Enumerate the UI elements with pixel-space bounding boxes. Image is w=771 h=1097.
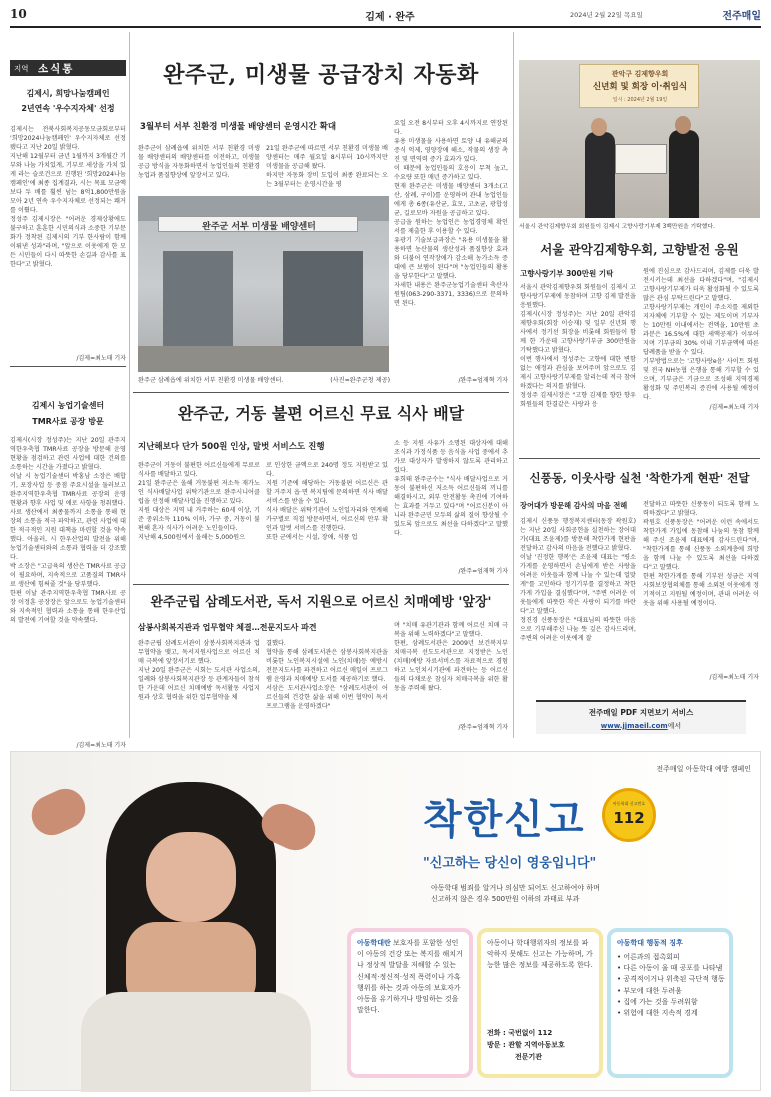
article1-subhead: 3월부터 서부 친환경 미생물 배양센터 운영시간 확대: [140, 122, 337, 132]
sidebar-news1-body: 김제시는 전북사회복지공동모금회로부터 '희망2024나눔캠페인' 우수지자체로 선정됐다고 지난 20일 밝혔다. 지난해 12월부터 금년 1월까지 3개월간 기부와 나눔 가치있게, 기부로 세상을 가치 있게 라는 슬로건으로 진행된 '희망2024나눔캠페인'에 최종 집계결과, 시는 목표 모금액보다 두 배를 훨씬 넘는 8억1,800만원을 모아 2년 연속 우수지자체로 선정되는 쾌거를 이뤘다. 정성주 김제시장은 "어려운 경제상황에도 불구하고 훈훈한 시민의식과 소중한 기부문화가 정착된 김제시의 기부 한사람이 함께 이뤄낸 성과"라며, "앞으로 이웃에게 한 모든 시민들이 다시 따뜻한 손길과 감사를 표한다"고 밝혔다.: [10, 126, 126, 268]
article1-col1: 완주군이 삼례읍에 위치한 서부 친환경 미생물 배양센터의 배양센터를 이전하고, 미생물 공급 방식을 자동화하면서 농업인들의 친환경 농업과 품질향상에 앞장서고 있다.: [138, 145, 262, 179]
ad-campaign: [10, 751, 761, 1091]
person-right-head: [675, 116, 691, 134]
ad-sign-item: • 공격적이거나 위축된 극단적 행동: [617, 975, 725, 984]
sidebar-title: 소식통: [38, 63, 75, 75]
article3-col2: 결했다. 협약을 통해 삼례도서관은 삼봉사회복지관을 비롯한 노인복지시설에 노인(치매)등 예방시 전문지도사를 파견하고 어르신 매일이 프로그램 운영과 치매예방 도서를 제공하기로 했다. 서삼은 도서관사업소장은 "삼례도서관이 어르신들의 건강한 삶을 위해 이번 협약이 독서프로그램을 운영하겠다": [266, 640, 388, 710]
article4-headline: 신풍동, 이웃사랑 실천 '착한가게 현판' 전달: [529, 471, 750, 485]
pdf-service-box: [536, 700, 746, 734]
ad-signs-list: [617, 952, 727, 1019]
article1-col3: 요일 오전 8시부터 오후 4시까지로 연장된다. 유용 미생물을 사용하면 토양 내 유해균의 증식 억제, 영양장애 해소, 작물의 생장 촉진 및 면역력 증가 효과가 있다. 이 때문에 농업인들의 호응이 무척 높고, 수요량 또한 매년 증가하고 있다. 현재 완주군은 미생물 배양센터 3개소(고산, 삼례, 구이)를 운영하며 관내 농업인들에게 총 6종(유산균, 효모, 고초균, 광합성균, 길로모바 자원을 공급하고 있다. 공급을 원하는 농업인은 농업경영체 확인서를 제출한 후 이용할 수 있다. 유광기 기술보급과장은 "유용 미생물을 활용하면 농산물의 생산성과 품질향상 효과와 더불어 연작장애가 감소해 농가소득 증대에 큰 보탬이 된다"며 "농업인들의 활용을 당부한다"고 말했다. 자세한 내용은 완주군농업기술센터 축산자원팀(063-290-3371, 3336)으로 문의하면 된다.: [394, 120, 508, 307]
right-subhead: 고향사랑기부 300만원 기탁: [520, 269, 614, 278]
ad-illustration: [11, 752, 341, 1092]
sidebar-news1-byline: /김제=최노태 기자: [76, 355, 126, 362]
article3-col1: 완주군립 삼례도서관이 삼봉사회복지관과 업무협약을 맺고, 독서지원사업으로 어르신 치매 극복에 앞장서기로 했다. 지난 20일 완주군은 시회는 도서관 사업소의, 일례와 삼봉사회복지관장 등 관계자들이 참석한 가운데 어르신 치매예방 독서활동 사업지원과 상호 협력을 위한 업무협약을 체: [138, 640, 260, 701]
ad-sign-item: • 다른 아동이 울 때 공포를 나타냄: [617, 964, 723, 973]
ad-box-definition-text: 아동학대란 보호자를 포함한 성인이 아동의 건강 또는 복지를 해치거나 정상적 발달을 저해할 수 있는 신체적·정신적·성적 폭력이나 가혹행위를 하는 것과 아동의 보호자가 아동을 유기하거나 방임하는 것을 말한다.: [357, 939, 463, 1015]
right-photo-caption: 서울시 관악김제향우회 회원들이 김제시 고향사랑기부제 3백만원을 기탁했다.: [519, 224, 715, 230]
article3-subhead: 삼봉사회복지관과 업무협약 체결…전문지도사 파견: [138, 623, 317, 632]
ad-box-report-text: 아동이나 학대행위자의 정보를 파악하지 못해도 신고는 가능하며, 가능한 많은 정보를 제공하도록 한다.: [487, 939, 593, 970]
pdf-service-line1: 전주매일 PDF 지면보기 서비스: [588, 708, 694, 717]
facility-sign: 완주군 서부 미생물 배양센터: [158, 216, 358, 232]
pdf-service-url[interactable]: www.jjmaeil.com: [600, 722, 668, 730]
article4-col2: 전달하고 따뜻한 신풍동이 되도록 함께 노력하겠다"고 밝혔다. 곽원호 신풍동장은 "어려운 이런 속에서도 착한가게 가입에 동참해 나눔의 동참 함께 해 주신 조윤제 대표에게 감사드린다"며, "착한가게를 통해 신풍동 소외계층에 희망을 함께 나눌 수 있도록 최선을 다하겠다"고 말했다. 한편 착한가게를 통해 기부된 성금은 지역사회보장협의체를 통해 소외된 이웃에게 정기적이고 지원될 예정이며, 관내 어려운 이웃을 위해 사용될 예정이다.: [643, 501, 759, 607]
ad-box-signs: [607, 928, 733, 1078]
right-byline: /김제=최노태 기자: [709, 404, 759, 411]
ad-box-report-phone: 전화 : 국번없이 112: [487, 1029, 553, 1037]
ad-box-definition-heading: 아동학대란: [357, 939, 391, 947]
ad-box-signs-heading: 아동학대 행동적 징후: [617, 939, 683, 947]
pdf-service-suffix: 에서: [667, 722, 682, 730]
article3-byline: /완주=엄재혁 기자: [458, 724, 508, 731]
ad-sign-item: • 집에 가는 것을 두려워함: [617, 997, 698, 1006]
facility-door-left: [163, 251, 233, 346]
sidebar-news2-subtitle: TMR사료 공장 방문: [32, 417, 104, 426]
sidebar-news2-byline: /김제=최노태 기자: [76, 742, 126, 749]
pdf-service-line2: [536, 721, 746, 731]
article2-col3: 소 등 지원 사유가 소명된 대상자에 대해 조식과 가정식품 등 음식을 사업 중에서 추가로 대상자가 발생하지 않도록 관리하고 있다. 유희태 완주군수는 "식사 배달사업으로 거동이 불편하신 저소득 어르신들의 끼니를 해결하시고, 외부 안전활동 촉진에 기여하는 효과를 거두고 있다"며 "어르신분이 아니라 완주군민 모두의 삶의 질이 향상될 수 있도록 앞으로도 최선을 다하겠다"고 말했다.: [394, 440, 508, 537]
reaching-hand-left: [25, 782, 92, 841]
ad-desc2: 신고하지 않은 경우 500만원 이하의 과태료 부과: [431, 895, 580, 903]
face-hands: [146, 832, 236, 922]
right-col1: 서울시 관악김제향우회 회원들이 김제시 고향사랑기부제에 동참하며 고향 김제 발전을 응원했다. 김제시(시장 정성주)는 지난 20일 관악김제향우회(회장 이승재) 및 일부 신년회 행사에서 정기선 회장을 비롯해 회원들이 함께 한 가운데 고향사랑기부금 300만원을 기탁했다고 밝혔다. 이번 행사에서 정성주는 고향에 대한 변함없는 애정과 관심을 보여주며 앞으로도 김제시 고향사랑기부제를 알리는데 적극 참여하겠다는 의지를 밝혔다. 정성주 김제시장은 "고향 김제를 향한 향우회원들의 한결같은 사랑과 응: [520, 284, 636, 408]
sidebar-label: [10, 60, 126, 76]
sidebar-news: [10, 60, 126, 749]
ad-112-badge: 아동학대 신고번호 112: [602, 788, 656, 842]
page-number: 10: [10, 7, 27, 21]
article4-byline: /김제=최노태 기자: [709, 674, 759, 681]
ad-box-report-visit: 방문 : 관할 지역아동보호: [487, 1041, 565, 1049]
sidebar-news2-body: 김제시(시장 정성주)는 지난 20일 관주지역한우축협 TMR사료 공장을 방문해 운영 현황을 점검하고 관련 사업에 대한 건의를 소통하는 시간을 가졌다고 밝혔다. 이날 시 농업기술센터 박홍남 소장은 배합기, 포장사업 등 중점 주요시설을 둘러보고 완주지역한우축협 TMR사료 공장의 운영 현황과 향후 사업 및 애로 사항을 청취했다. 사료 생산에서 최종물까지 소통을 통해 현장의 소통을 적극 파악하고, 관련 사업에 대한 적극적인 지원 대책을 마련할 것을 약속했다. 아울러, 시 한우산업의 발전을 위해 농업기술센터와의 소통과 협력을 더 강조했다. 박 소장은 "고급육의 생산은 TMR사료 공급이 필요하며, 지속적으로 고품질의 TMR사료 생산에 힘써줄 것"을 당부했다. 한편 이날 관주지역한우축협 TMR사료 공장 이정훈 공장장은 앞으로도 농업기술센터와 지속적인 협력과 소통을 통해 한우산업의 발전에 기여할 것을 약속했다.: [10, 437, 126, 624]
article2-headline: 완주군, 거동 불편 어르신 무료 식사 배달: [177, 404, 465, 423]
ad-box-report: [477, 928, 603, 1078]
ad-sign-item: • 위험에 대한 지속적 경계: [617, 1008, 698, 1017]
ad-desc1: 아동학대 범죄를 알거나 의심만 되어도 신고하여야 하며: [431, 884, 600, 892]
article1-col2: 21일 완주군에 따르면 서부 친환경 미생물 배양센터는 매주 월요일 8시부터 10시까지만 미생물을 공급해 왔다. 하지만 자동화 장비 도입이 최종 완료되는 오는 3월부터는 운영시간을 평: [266, 145, 388, 188]
ad-sign-item: • 부모에 대한 두려움: [617, 986, 682, 995]
article1-headline: 완주군, 미생물 공급장치 자동화: [163, 62, 479, 88]
article4-subhead: 장어대가 방문해 감사의 마음 전해: [520, 501, 628, 510]
paper-name: 전주매일: [722, 11, 761, 22]
shirt: [81, 992, 311, 1092]
ad-title: 착한신고: [423, 797, 586, 843]
person-left: [585, 132, 615, 218]
article1-byline: /완주=엄재혁 기자: [458, 377, 508, 384]
facility-ground: [138, 346, 389, 372]
article2-col2: 로 인상한 금액으로 240명 정도 지원받고 있다. 지원 기준에 해당하는 거동불편 어르신은 관할 거주지 읍·면 복지팀에 문의하면 식사 배달 서비스를 받을 수 있다. 식사 배달은 위탁기관이 노인일자리와 연계해 가구별로 직접 방문하면서, 어르신의 안부 확인과 말벗 서비스를 진행한다. 또한 군에서는 시설, 장애, 식품 업: [266, 462, 388, 541]
ad-box-definition: [347, 928, 473, 1078]
article1-caption-credit: (사진=완주군청 제공): [330, 377, 390, 384]
sidebar-news1-title: 김제시, 희망나눔캠페인: [26, 89, 110, 98]
person-left-head: [591, 118, 607, 136]
article1-photo: [138, 196, 389, 372]
sidebar-tag: 지역: [14, 64, 29, 73]
sidebar-news1-subtitle: 2년연속 '우수지자체' 선정: [21, 104, 115, 113]
right-photo: [519, 60, 760, 218]
ad-sign-item: • 어른과의 접촉회피: [617, 953, 680, 961]
facility-door-right: [283, 251, 363, 346]
article2-subhead: 지난해보다 단가 500원 인상, 말벗 서비스도 진행: [138, 442, 325, 452]
sidebar-news2-title: 김제시 농업기술센터: [31, 401, 105, 410]
article1-caption: 완주군 삼례읍에 위치한 서부 친환경 미생물 배양센터.: [138, 377, 284, 384]
section-title: 김제 · 완주: [365, 12, 415, 23]
article2-col1: 완주군이 거동이 불편한 어르신들에게 무료로 식사를 배달하고 있다. 21일 완주군은 올해 거동불편 저소득 재가노인 식사배달사업 위탁기관으로 완주시니어클럽을 선정해 배달사업을 진행하고 있다. 지원 대상은 지역 내 거주하는 60세 이상, 기준 중위소득 110% 이하, 가구 중, 거동이 불편해 혼자 식사가 어려운 노인들이다. 지난해 4,500원에서 올해는 5,000원으: [138, 462, 260, 541]
page-header: [10, 4, 761, 24]
right-headline: 서울 관악김제향우회, 고향발전 응원: [540, 242, 739, 257]
article4-col1: 김제시 신풍동 행정복지센터(동장 곽원호)는 지난 20일 사회공헌을 실천하는 장어대가(대표 조윤제)를 방문해 착한가게 현판을 전달하고 감사의 마음을 전했다고 밝혔다. 이날 '진정한 행복'은 조윤제 대표는 "평소 가게를 운영하면서 손님에게 받은 사랑을 어려운 이웃들과 함께 나눌 수 있는데 얼맞게"를 고민하다 정기기부를 결정하고 착한가게 가입을 결심했다"며, "주변 어려운 이웃들에게 따뜻한 작은 사랑이 되기를 바란다"고 말했다. 정진경 신풍동장은 "대표님의 따뜻한 마음으로 기부해주신 나눔 뜻 깊은 감사드리며, 주변의 어려운 이웃에게 잘: [520, 518, 636, 642]
ad-box-report-visit2: 전문기관: [515, 1053, 543, 1061]
article2-byline: /완주=엄재혁 기자: [458, 568, 508, 575]
event-banner: 관악구 김제향우회 신년회 및 회장 이·취임식 일시 : 2024년 2월 19일: [579, 64, 699, 108]
donation-board: [615, 144, 667, 174]
issue-date: 2024년 2월 22일 목요일: [570, 11, 643, 19]
ad-campaign-label: 전주매일 아동학대 예방 캠페인: [656, 765, 751, 773]
article3-headline: 완주군립 삼례도서관, 독서 지원으로 어르신 치매예방 '앞장': [150, 595, 492, 610]
right-col2: 원에 진심으로 감사드리며, 김제를 더욱 발전시키는데 최선을 다하겠다"며, "김제시 고향사랑기부제가 더욱 활성화될 수 있도록 많은 관심 부탁드린다"고 말했다. 고향사랑기부제는 개인이 주소지를 제외한 지자체에 기부할 수 있는 제도이며 기부자는 10만원 이내에서는 전액을, 10만원 초과분은 16.5%에 대한 세액공제가 이루어지며 기부금의 30% 이내 기부금액에 따른 답례품을 받을 수 있다. 기부방법으로는 '고향사랑e음' 사이트 회원 및 전국 NH농협 은행을 통해 기부할 수 있으며, 기부금은 기금으로 조성해 지역경제 활성화 및 주민복리 증진에 사용될 예정이다.: [643, 268, 759, 401]
ad-slogan: "신고하는 당신이 영웅입니다": [423, 856, 597, 871]
article3-col3: 며 "치매 유관기관과 함께 어르신 치매 극복을 위해 노력하겠다"고 말했다. 한편, 삼례도서관은 2009년 보건복지부 치매극복 선도도서관으로 지정받은 노인(치매)예방 자료서비스를 자료적으로 경험하고 노인치시기관에 파견하는 등 어르신들의 다채로운 참심자 치매극복을 위한 활동을 주력해 왔다.: [394, 622, 508, 692]
person-right: [669, 130, 699, 218]
